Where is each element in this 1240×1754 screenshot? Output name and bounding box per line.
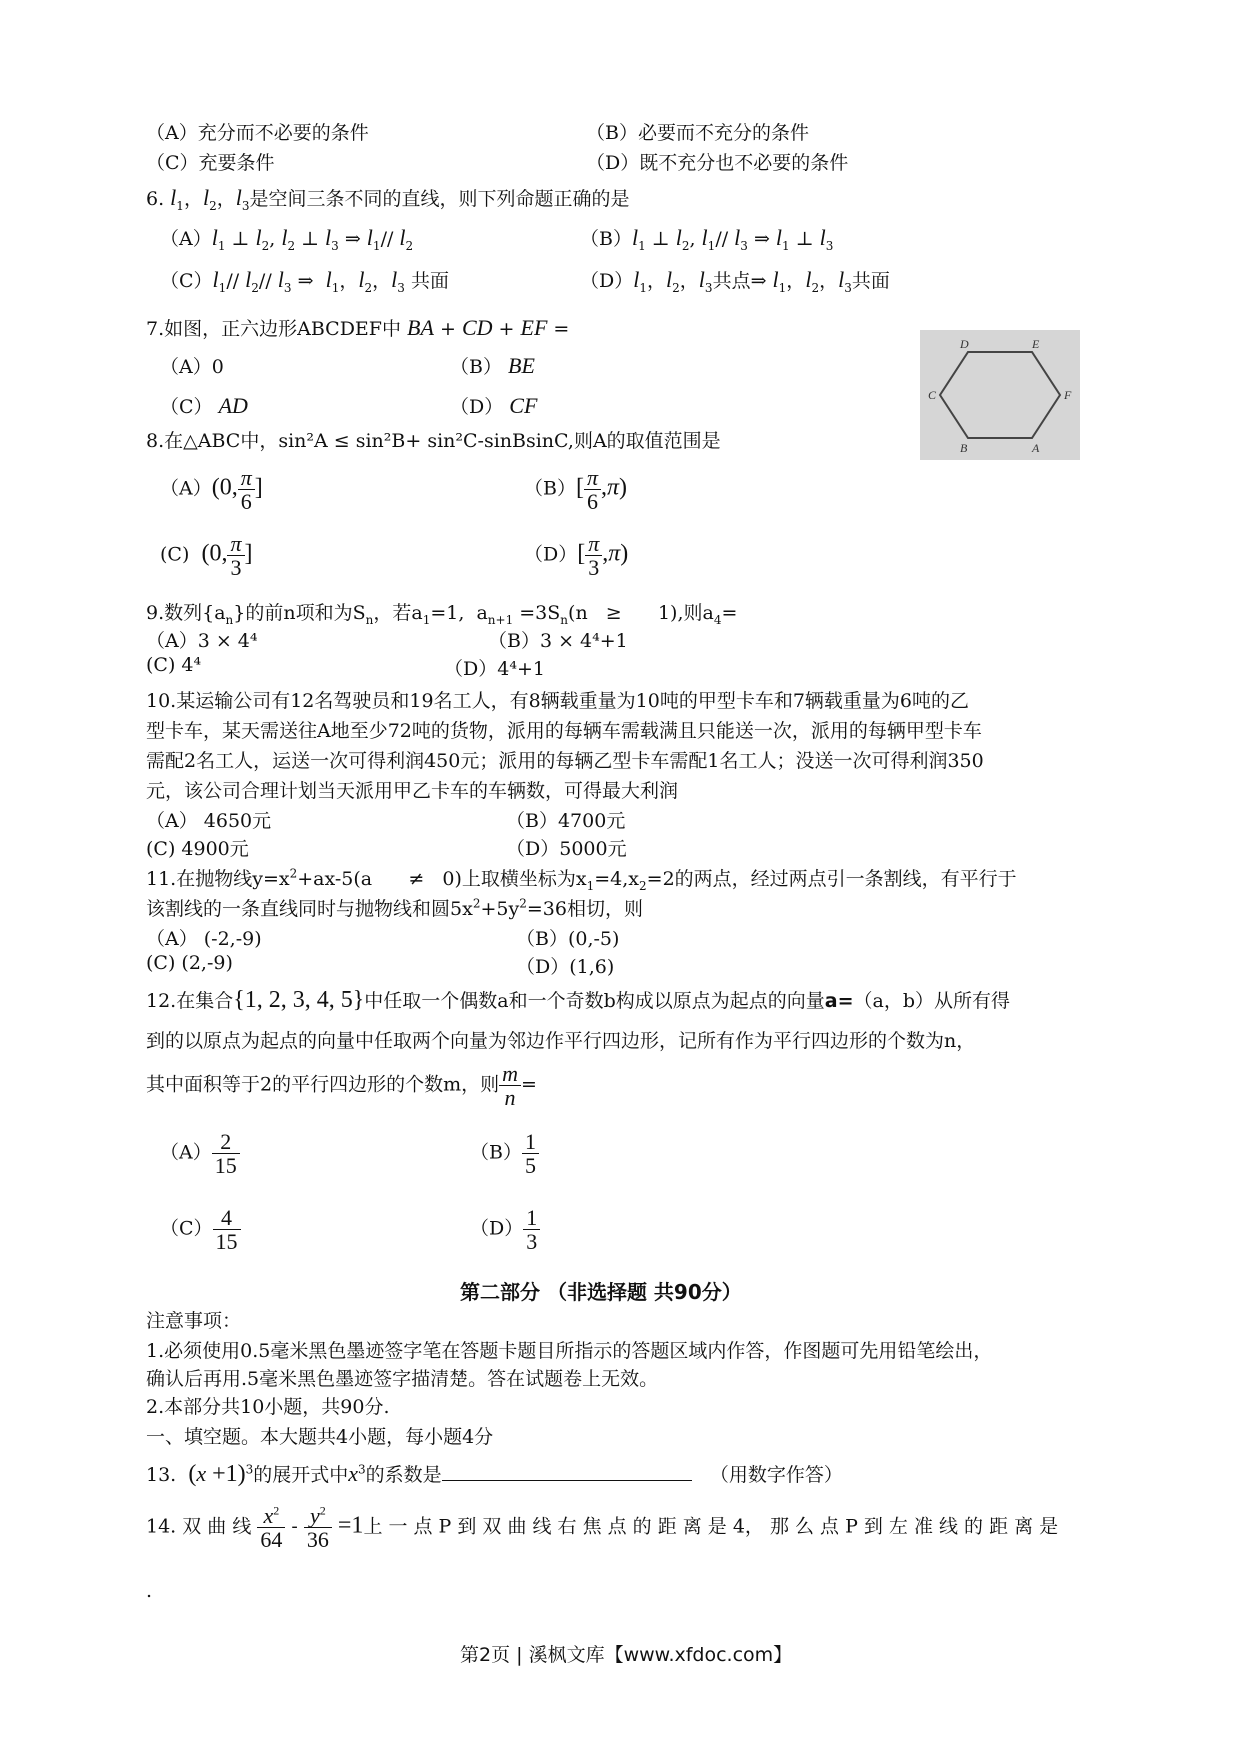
q5-option-c: （C）充要条件 — [146, 152, 275, 174]
q9-option-a: （A）3 × 4⁴ — [146, 630, 258, 652]
q11-option-b: （B）(0,-5) — [516, 928, 620, 950]
label-a: A — [1032, 441, 1040, 455]
part2-title: 第二部分 （非选择题 共90分） — [460, 1280, 742, 1304]
q10-option-b: （B）4700元 — [506, 810, 626, 832]
label-f: F — [1064, 388, 1072, 402]
hexagon-figure — [920, 330, 1080, 460]
notice-heading: 注意事项： — [146, 1310, 242, 1332]
label-c: C — [928, 388, 937, 402]
q8-option-a: （A）(0, $\frac{\pi}{6}$ ] — [160, 465, 263, 515]
label-e: E — [1032, 337, 1040, 351]
q10-line1: 10.某运输公司有12名驾驶员和19名工人，有8辆载重量为10吨的甲型卡车和7辆载重量为6吨的乙 — [146, 690, 970, 712]
q10-option-d: （D）5000元 — [506, 838, 627, 860]
q7-option-d: （D） CF — [450, 393, 538, 418]
q13: 13. $(x +1)^3$的展开式中$x^3$的系数是 （用数字作答） — [146, 1461, 843, 1487]
q8-option-d: （D）[ $\frac{\pi}{3}$ ,π) — [524, 531, 629, 581]
notice-item-2: 2.本部分共10小题，共90分. — [146, 1396, 390, 1418]
q7-option-c: （C） AD — [160, 393, 248, 418]
notice-item-1b: 确认后再用.5毫米黑色墨迹签字描清楚。答在试题卷上无效。 — [146, 1368, 659, 1390]
q9-stem: 9.数列$\{a_n\}$的前n项和为$S_n$，若$a_1=1$, $a_{n+1} =3S_n(n$ ≥ 1),则$a_4=$ — [146, 602, 738, 627]
section-fill-in: 一、填空题。本大题共4小题，每小题4分 — [146, 1426, 494, 1448]
q6-option-c: $(C)l_1//$ $l_2//$ $l_3$ ⇒ $l_1$，$l_2$，$l_3$ 共面 — [160, 267, 449, 295]
q10-line2: 型卡车，某天需送往A地至少72吨的货物，派用的每辆车需载满且只能送一次，派用的每辆甲型卡车 — [146, 720, 982, 742]
page-footer: 第2页 | 溪枫文库【www.xfdoc.com】 — [460, 1644, 793, 1666]
q14: 14. 双 曲 线 $\frac{x^2}{64}$ - $\frac{y^2}{36}$ =1上 一 点 P 到 双 曲 线 右 焦 点 的 距 离 是 4， 那 么 点 P 到 左 准 线 的 距 离 是 — [146, 1503, 1059, 1553]
q14-dot: . — [146, 1580, 153, 1602]
q12-line3: 其中面积等于2的平行四边形的个数m，则 $\frac{m}{n}$ = — [146, 1061, 537, 1111]
q11-option-c: (C) (2,-9) — [146, 952, 233, 974]
q9-option-b: （B）3 × 4⁴+1 — [488, 630, 628, 652]
q10-option-c: (C) 4900元 — [146, 838, 249, 860]
q8-stem: 8.在△ABC中，sin²A ≤ sin²B+ sin²C-sinBsinC,则A的取值范围是 — [146, 430, 721, 452]
q10-option-a: （A） 4650元 — [146, 810, 272, 832]
q12-option-c: （C） $\frac{4}{15}$ — [160, 1206, 241, 1253]
q12-option-d: （D） $\frac{1}{3}$ — [470, 1206, 540, 1253]
q6-stem: 6. $l_1$，$l_2$，$l_3$是空间三条不同的直线，则下列命题正确的是 — [146, 185, 630, 213]
q11-line2: 该割线的一条直线同时与抛物线和圆$5x^2+5y^2=36$相切，则 — [146, 896, 643, 920]
q11-line1: 11.在抛物线$y=x^2+ax-5(a$ ≠ 0)上取横坐标为$x_1=4,x_2=2$的两点，经过两点引一条割线，有平行于 — [146, 866, 1017, 893]
notice-item-1a: 1.必须使用0.5毫米黑色墨迹签字笔在答题卡题目所指示的答题区域内作答，作图题可先用铅笔绘出， — [146, 1340, 993, 1362]
q10-line4: 元，该公司合理计划当天派用甲乙卡车的车辆数，可得最大利润 — [146, 780, 679, 802]
q11-option-a: （A） (-2,-9) — [146, 928, 262, 950]
q6-option-d: $(D)l_1$，$l_2$，$l_3$共点⇒ $l_1$，$l_2$，$l_3$共面 — [580, 267, 890, 295]
q13-answer-blank[interactable] — [442, 1462, 692, 1481]
q12-line1: 12.在集合{1, 2, 3, 4, 5}中任取一个偶数a和一个奇数b构成以原点为起点的向量a=（a，b）从所有得 — [146, 987, 1011, 1013]
q7-option-b: （B） BE — [450, 353, 535, 378]
q8-option-c: (C) (0, $\frac{\pi}{3}$ ] — [160, 531, 253, 581]
q12-line2: 到的以原点为起点的向量中任取两个向量为邻边作平行四边形，记所有作为平行四边形的个数为n， — [146, 1030, 976, 1052]
q7-option-a: （A）0 — [160, 356, 224, 378]
q11-option-d: （D）(1,6) — [516, 956, 615, 978]
q10-line3: 需配2名工人，运送一次可得利润450元；派用的每辆乙型卡车需配1名工人；没送一次可得利润350 — [146, 750, 984, 772]
q8-option-b: （B）[ $\frac{\pi}{6}$ ,π) — [524, 465, 628, 515]
label-b: B — [960, 441, 968, 455]
q5-option-a: （A）充分而不必要的条件 — [146, 122, 369, 144]
q9-option-d: （D）4⁴+1 — [444, 658, 545, 680]
hexagon-diagram — [920, 330, 1080, 460]
q5-option-d: （D）既不充分也不必要的条件 — [586, 152, 849, 174]
q7-stem: 7.如图，正六边形ABCDEF中 BA + CD + EF = — [146, 315, 570, 340]
label-d: D — [960, 337, 969, 351]
q5-option-b: （B）必要而不充分的条件 — [586, 122, 809, 144]
q12-option-b: （B） $\frac{1}{5}$ — [470, 1130, 539, 1177]
q6-option-a: $(A)l_1$ ⊥ $l_2$, $l_2$ ⊥ $l_3$ ⇒ $l_1//$ $l_2$ — [160, 225, 414, 253]
q6-option-b: $(B)l_1$ ⊥ $l_2$, $l_1//$ $l_3$ ⇒ $l_1$ ⊥ $l_3$ — [580, 225, 834, 253]
q12-option-a: （A） $\frac{2}{15}$ — [160, 1130, 240, 1177]
q9-option-c: (C) 4⁴ — [146, 654, 202, 676]
